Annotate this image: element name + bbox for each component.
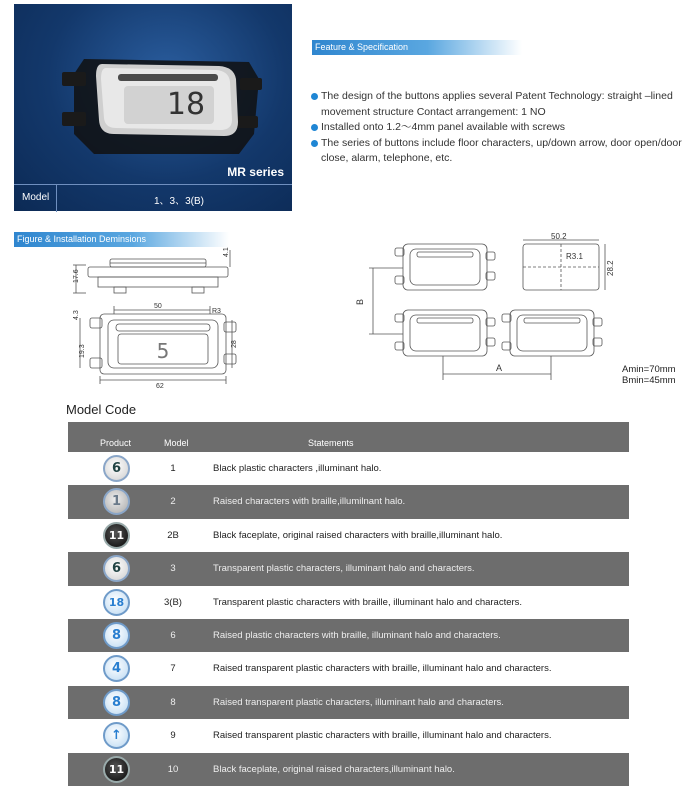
figure-section-header: Figure & Installation Deminsions bbox=[14, 232, 229, 247]
svg-text:A: A bbox=[496, 363, 503, 373]
svg-text:R3: R3 bbox=[212, 308, 221, 315]
button-product-photo bbox=[14, 4, 292, 184]
table-row bbox=[68, 753, 629, 786]
model-cell: 1 bbox=[170, 463, 176, 474]
svg-text:4.1: 4.1 bbox=[223, 247, 230, 257]
svg-text:5: 5 bbox=[156, 339, 170, 363]
feature-item: Installed onto 1.2～4mm panel available with screws bbox=[311, 120, 683, 136]
model-cell: 10 bbox=[167, 763, 179, 775]
feature-list bbox=[311, 89, 683, 167]
feature-section-header: Feature & Specification bbox=[312, 40, 522, 55]
svg-text:50: 50 bbox=[154, 303, 162, 310]
svg-text:17.6: 17.6 bbox=[73, 269, 80, 283]
model-cell: 9 bbox=[170, 730, 176, 742]
svg-text:18: 18 bbox=[166, 87, 206, 122]
table-row bbox=[68, 619, 629, 652]
table-header bbox=[68, 422, 629, 452]
model-cell: 3 bbox=[170, 563, 176, 575]
header-statements: Statements bbox=[308, 438, 354, 448]
button-sample-icon: 6 bbox=[103, 455, 130, 482]
svg-text:4.3: 4.3 bbox=[73, 310, 80, 320]
svg-text:R3.1: R3.1 bbox=[566, 252, 583, 261]
model-code-table bbox=[68, 422, 629, 786]
series-label: MR series bbox=[227, 165, 284, 179]
button-sample-icon: 8 bbox=[103, 689, 130, 716]
installation-layout-drawing bbox=[355, 230, 620, 380]
model-cell: 8 bbox=[170, 696, 176, 708]
bullet-icon bbox=[311, 93, 318, 100]
model-code-title: Model Code bbox=[66, 402, 137, 417]
svg-text:28: 28 bbox=[231, 340, 238, 348]
statement-cell: Raised transparent plastic characters with braille, illuminant halo and characters. bbox=[213, 730, 552, 742]
statement-cell: Raised plastic characters with braille, illuminant halo and characters. bbox=[213, 629, 501, 641]
button-sample-icon: ↑ bbox=[103, 722, 130, 749]
model-cell: 2B bbox=[167, 529, 179, 541]
table-row bbox=[68, 552, 629, 585]
statement-cell: Black plastic characters ,illuminant halo. bbox=[213, 463, 382, 474]
model-cell: 3(B) bbox=[164, 596, 182, 608]
statement-cell: Black faceplate, original raised characters with braille,illuminant halo. bbox=[213, 529, 503, 541]
divider bbox=[56, 185, 57, 212]
model-cell: 2 bbox=[170, 496, 176, 508]
button-sample-icon: 1 bbox=[103, 488, 130, 515]
svg-text:50.2: 50.2 bbox=[551, 232, 567, 241]
feature-item: The series of buttons include floor characters, up/down arrow, door open/door close, alarm, telephone, etc. bbox=[311, 136, 683, 167]
minimum-spacing-notes: Amin=70mm Bmin=45mm bbox=[622, 364, 676, 386]
table-row bbox=[68, 452, 629, 485]
header-model: Model bbox=[164, 438, 189, 448]
table-row bbox=[68, 485, 629, 518]
table-row bbox=[68, 686, 629, 719]
hero-model-label: Model bbox=[22, 192, 50, 203]
hero-model-value: 1、3、3(B) bbox=[154, 196, 205, 207]
table-row bbox=[68, 586, 629, 619]
button-sample-icon: 11 bbox=[103, 756, 130, 783]
product-hero-panel bbox=[14, 4, 292, 211]
front-view-drawing bbox=[70, 300, 240, 390]
table-row bbox=[68, 652, 629, 685]
bullet-icon bbox=[311, 140, 318, 147]
svg-text:28.2: 28.2 bbox=[606, 260, 615, 276]
button-sample-icon: 11 bbox=[103, 522, 130, 549]
hero-model-bar bbox=[14, 184, 292, 211]
table-row bbox=[68, 719, 629, 752]
header-product: Product bbox=[100, 438, 132, 448]
bullet-icon bbox=[311, 124, 318, 131]
button-sample-icon: 18 bbox=[103, 589, 130, 616]
button-sample-icon: 8 bbox=[103, 622, 130, 649]
svg-text:62: 62 bbox=[156, 383, 164, 390]
button-sample-icon: 6 bbox=[103, 555, 130, 582]
svg-text:B: B bbox=[355, 298, 365, 305]
button-sample-icon: 4 bbox=[103, 655, 130, 682]
statement-cell: Raised transparent plastic characters with braille, illuminant halo and characters. bbox=[213, 663, 552, 675]
statement-cell: Black faceplate, original raised characters,illuminant halo. bbox=[213, 763, 455, 775]
statement-cell: Raised characters with braille,illumilnant halo. bbox=[213, 496, 406, 508]
svg-text:19.3: 19.3 bbox=[79, 344, 86, 358]
model-cell: 7 bbox=[170, 663, 176, 675]
statement-cell: Transparent plastic characters with braille, illuminant halo and characters. bbox=[213, 596, 523, 608]
statement-cell: Transparent plastic characters, illuminant halo and characters. bbox=[213, 563, 475, 575]
side-view-drawing bbox=[70, 245, 240, 300]
feature-item: The design of the buttons applies several Patent Technology: straight –lined movement structure Contact arrangement: 1 NO bbox=[311, 89, 683, 120]
model-cell: 6 bbox=[170, 629, 176, 641]
statement-cell: Raised transparent plastic characters, illuminant halo and characters. bbox=[213, 696, 504, 708]
table-row bbox=[68, 519, 629, 552]
